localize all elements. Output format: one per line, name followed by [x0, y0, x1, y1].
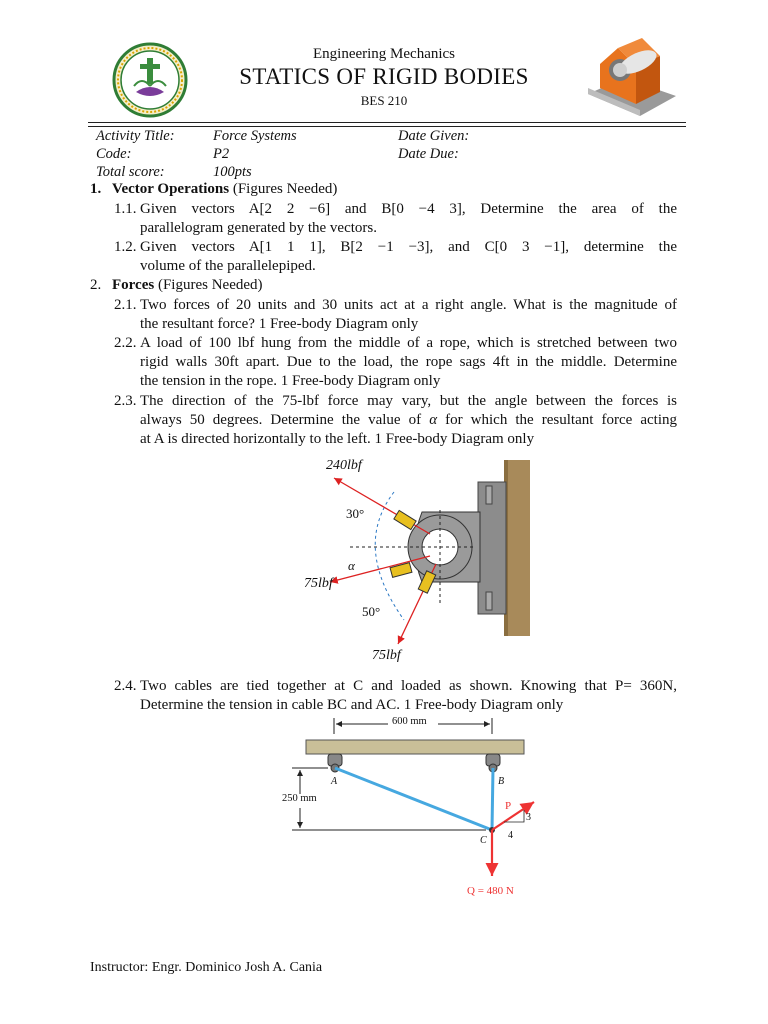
alpha-label: α: [348, 558, 355, 573]
item-2-3-line2: always 50 degrees. Determine the value of α for which the resultant force acting: [140, 412, 677, 428]
item-2-2-line2: rigid walls 30ft apart. Due to the load, the rope sags 4ft in the middle. Determine: [140, 354, 677, 370]
section-2-heading: Forces (Figures Needed): [112, 277, 263, 293]
total-score-value: 100pts: [213, 164, 252, 180]
header-rule-bottom: [88, 126, 686, 127]
item-1-1-number: 1.1.: [114, 201, 137, 217]
slope-4-label: 4: [508, 830, 513, 841]
slope-3-label: 3: [526, 812, 531, 823]
dim-600-label: 600 mm: [392, 716, 427, 727]
date-due-label: Date Due:: [398, 146, 459, 162]
item-2-4-number: 2.4.: [114, 678, 137, 694]
section-1-number: 1.: [90, 181, 102, 197]
instructor-footer: Instructor: Engr. Dominico Josh A. Cania: [90, 960, 323, 975]
force-240-label: 240lbf: [326, 458, 362, 473]
item-1-1-line1: Given vectors A[2 2 −6] and B[0 −4 3], Determine the area of the: [140, 201, 677, 217]
angle-50-label: 50°: [362, 604, 381, 619]
item-2-4-line2: Determine the tension in cable BC and AC. 1 Free-body Diagram only: [140, 697, 564, 713]
dim-250-label: 250 mm: [282, 793, 317, 804]
activity-title-value: Force Systems: [213, 128, 297, 144]
figure-bracket-forces: [290, 452, 550, 668]
force-75a-label: 75lbf: [304, 576, 333, 591]
label-a: A: [331, 776, 338, 787]
label-b: B: [498, 776, 505, 787]
section-1-heading: Vector Operations (Figures Needed): [112, 181, 338, 197]
figure-cables: [278, 714, 558, 904]
label-p: P: [505, 800, 512, 812]
item-2-3-number: 2.3.: [114, 393, 137, 409]
item-2-4-line1: Two cables are tied together at C and loaded as shown. Knowing that P= 360N,: [140, 678, 677, 694]
code-label: Code:: [96, 146, 132, 162]
item-2-3-line1: The direction of the 75-lbf force may vary, but the angle between the forces is: [140, 393, 677, 409]
pillow-block-image: [580, 38, 680, 118]
activity-title-label: Activity Title:: [96, 128, 175, 144]
load-q-label: Q = 480 N: [467, 885, 514, 897]
force-75b-label: 75lbf: [372, 648, 401, 663]
section-2-number: 2.: [90, 277, 102, 293]
label-c: C: [480, 835, 487, 846]
date-given-label: Date Given:: [398, 128, 470, 144]
angle-30-label: 30°: [346, 506, 365, 521]
item-2-3-line3: at A is directed horizontally to the left. 1 Free-body Diagram only: [140, 431, 535, 447]
course-code: BES 210: [360, 93, 408, 108]
item-2-2-number: 2.2.: [114, 335, 137, 351]
item-2-2-line1: A load of 100 lbf hung from the middle of a rope, which is stretched between two: [140, 335, 677, 351]
item-2-1-line1: Two forces of 20 units and 30 units act at a right angle. What is the magnitude of: [140, 297, 677, 313]
item-1-2-line2: volume of the parallelepiped.: [140, 258, 316, 274]
total-score-label: Total score:: [96, 164, 165, 180]
header-rule-top: [88, 122, 686, 123]
item-1-2-line1: Given vectors A[1 1 1], B[2 −1 −3], and C[0 3 −1], determine the: [140, 239, 677, 255]
course-title: STATICS OF RIGID BODIES: [239, 64, 529, 89]
code-value: P2: [213, 146, 230, 162]
item-2-1-number: 2.1.: [114, 297, 137, 313]
item-1-2-number: 1.2.: [114, 239, 137, 255]
item-2-1-line2: the resultant force? 1 Free-body Diagram only: [140, 316, 419, 332]
item-1-1-line2: parallelogram generated by the vectors.: [140, 220, 377, 236]
item-2-2-line3: the tension in the rope. 1 Free-body Diagram only: [140, 373, 441, 389]
subject-title: Engineering Mechanics: [312, 46, 456, 62]
